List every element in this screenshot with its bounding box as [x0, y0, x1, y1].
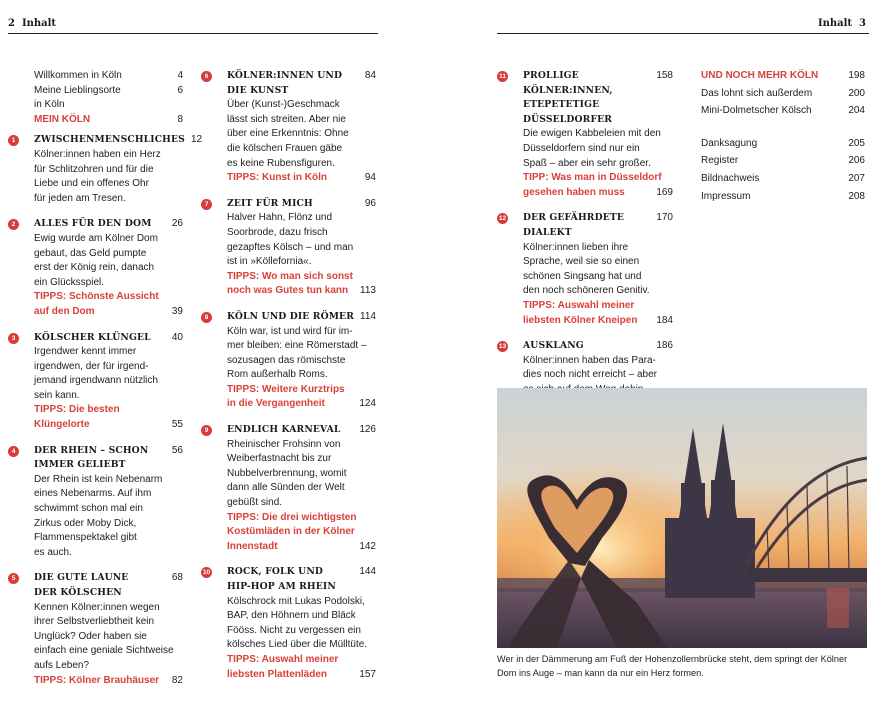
chapter-description-line: Kennen Kölner:innen wegen — [34, 601, 160, 613]
toc-page — [177, 98, 183, 113]
chapter-description-line: gebaut, das Geld pumpte — [34, 247, 147, 259]
chapter-description-line: Köln war, ist und wird für im- — [227, 325, 353, 337]
toc-chapter-entry[interactable] — [204, 197, 376, 299]
chapter-tip[interactable]: TIPPS: Kölner Brauhäuser — [34, 674, 160, 686]
photo-caption: Wer in der Dämmerung am Fuß der Hohenzollernbrücke steht, dem springt der Kölner Dom ins Auge – man kann da nur ein Herz formen. — [497, 654, 848, 678]
chapter-description-line: Rheinischer Frohsinn von — [227, 438, 341, 450]
chapter-title[interactable]: KÖLN UND DIE RÖMER — [227, 310, 354, 322]
chapter-tip[interactable]: Innenstadt — [227, 540, 278, 552]
left-header-rule — [8, 33, 378, 34]
chapter-description-line: Liebe und ein offenes Ohr — [34, 178, 149, 190]
chapter-number-badge: 10 — [202, 569, 211, 577]
chapter-description-line: Kölschrock mit Lukas Podolski, — [227, 595, 365, 607]
chapter-description-line: kölsches Lied über die Mülltüte. — [227, 639, 368, 651]
left-page-number: 2 — [8, 18, 15, 29]
appendix-item[interactable]: Mini-Dolmetscher Kölsch — [701, 105, 812, 117]
chapter-page: 126 — [359, 424, 376, 436]
chapter-description-line: Spaß – aber ein sehr großer. — [523, 157, 651, 169]
chapter-number-badge: 12 — [498, 215, 507, 223]
toc-chapter-entry[interactable] — [204, 423, 376, 554]
tip-page: 113 — [360, 285, 376, 297]
chapter-description-line: Ewig wurde am Kölner Dom — [34, 232, 158, 244]
left-running-header — [8, 18, 56, 29]
right-header-rule — [497, 33, 869, 34]
appendix-heading[interactable]: UND NOCH MEHR KÖLN — [701, 70, 819, 81]
chapter-description-line: ihrer Selbstverliebtheit kein — [34, 616, 155, 628]
chapter-description-line: über eine Erkenntnis: Ohne — [227, 128, 349, 140]
chapter-description-line: ein Glücksspiel. — [34, 276, 105, 288]
right-page-number: 3 — [859, 18, 866, 29]
chapter-number-badge: 4 — [8, 446, 19, 457]
chapter-description-line: Fööss. Nicht zu vergessen ein — [227, 624, 361, 636]
chapter-title[interactable]: ETEPETETIGE DÜSSELDORFER — [523, 99, 613, 125]
toc-column-2 — [202, 69, 376, 693]
chapter-page: 68 — [171, 572, 183, 584]
chapter-number-badge: 1 — [8, 135, 19, 146]
chapter-description-line: Kölner:innen haben ein Herz — [34, 148, 161, 160]
chapter-page: 170 — [656, 212, 673, 224]
chapter-description-line: den noch schöneren Genitiv. — [523, 285, 650, 297]
chapter-page: 40 — [171, 331, 183, 343]
chapter-tip[interactable]: auf den Dom — [34, 305, 95, 317]
chapter-tip[interactable]: TIPPS: Wo man sich sonst — [227, 270, 353, 282]
toc-chapter-entry[interactable] — [499, 69, 673, 200]
right-running-header — [818, 18, 866, 29]
chapter-description-line: aufs Leben? — [34, 659, 90, 671]
toc-section-heading[interactable]: MEIN KÖLN — [34, 113, 91, 125]
tip-page: 94 — [364, 172, 376, 184]
chapter-description-line: Der Rhein ist kein Nebenarm — [34, 473, 163, 485]
chapters-col1 — [11, 127, 203, 688]
chapter-tip[interactable]: gesehen haben muss — [523, 186, 625, 198]
chapter-page: 26 — [171, 218, 183, 230]
chapter-description-line: es auch. — [34, 546, 72, 558]
chapter-tip[interactable]: TIPPS: Auswahl meiner — [227, 653, 339, 665]
chapter-description-line: sein kann. — [34, 389, 80, 401]
chapter-description-line: lässt sich streiten. Aber nie — [227, 113, 346, 125]
chapter-number-badge: 13 — [498, 343, 507, 351]
chapter-tip[interactable]: TIPPS: Weitere Kurztrips — [227, 383, 345, 395]
tip-page: 142 — [359, 540, 376, 552]
toc-chapter-entry[interactable] — [202, 565, 376, 682]
chapter-description-line: die kölschen Frauen gäbe — [227, 142, 343, 154]
toc-column-1 — [11, 69, 203, 699]
chapter-tip[interactable]: TIPPS: Kunst in Köln — [227, 172, 327, 184]
chapter-description-line: es keine Rubensfiguren. — [227, 157, 335, 169]
chapter-description-line: mer bleiben: eine Römerstadt – — [227, 340, 367, 352]
right-header-title: Inhalt — [817, 18, 853, 29]
chapter-tip[interactable]: TIPP: Was man in Düsseldorf — [523, 172, 662, 184]
toc-column-4 — [701, 69, 865, 204]
photo-illustration — [497, 388, 867, 648]
chapter-description-line: für jeden am Tresen. — [34, 192, 126, 204]
toc-page: 208 — [848, 190, 865, 202]
chapter-description-line: BAP, den Höhnern und Bläck — [227, 610, 356, 622]
chapter-title[interactable]: ALLES FÜR DEN DOM — [34, 218, 152, 230]
toc-page: 4 — [177, 70, 183, 81]
chapter-description-line: Weiberfastnacht bis zur — [227, 453, 332, 465]
chapter-number-badge: 8 — [201, 312, 212, 323]
chapter-number-badge: 7 — [201, 199, 212, 210]
chapter-page: 144 — [359, 566, 376, 578]
chapter-description-line: Düsseldorfern sind nur ein — [523, 142, 640, 154]
chapter-description-line: irgendwen, der für irgend- — [34, 360, 149, 372]
chapter-tip[interactable]: liebsten Kölner Kneipen — [523, 314, 638, 326]
chapter-description-line: ist in »Kölleforniа«. — [227, 256, 312, 268]
chapter-description-line: gezapftes Kölsch – und man — [227, 241, 354, 253]
chapter-description-line: Nubbelverbrennung, womit — [227, 467, 347, 479]
tip-page: 124 — [359, 398, 376, 410]
chapter-page: 186 — [656, 340, 673, 352]
chapter-tip[interactable]: TIPPS: Auswahl meiner — [523, 299, 635, 311]
chapter-description-line: Flammenspektakel gibt — [34, 532, 137, 544]
toc-chapter-entry[interactable] — [11, 217, 183, 319]
tip-page: 55 — [171, 419, 183, 431]
tip-page: 184 — [656, 314, 673, 326]
toc-label[interactable]: Meine Lieblingsorte — [34, 84, 121, 96]
toc-intro — [34, 69, 183, 127]
chapter-description-line: schwimmt schon mal ein — [34, 503, 143, 515]
toc-page: 198 — [848, 70, 865, 81]
chapter-title[interactable]: ZWISCHENMENSCHLICHES — [34, 134, 185, 146]
left-header-title: Inhalt — [21, 18, 57, 29]
appendix-item[interactable]: Impressum — [701, 190, 751, 202]
toc-chapter-entry[interactable] — [498, 211, 673, 328]
tip-page: 39 — [171, 305, 183, 317]
chapter-description-line: dies noch nicht erreicht – aber — [523, 369, 657, 381]
chapter-tip[interactable]: TIPPS: Die drei wichtigsten — [227, 511, 357, 523]
chapter-description-line: Die ewigen Kabbeleien mit den — [523, 128, 661, 140]
chapter-title[interactable]: DIE GUTE LAUNE — [34, 572, 129, 584]
chapter-title[interactable]: DIE KUNST — [227, 84, 289, 96]
chapter-description-line: gebüßt sind. — [227, 497, 283, 509]
chapter-description-line: schönen Singsang hat und — [523, 270, 642, 282]
appendix-item[interactable]: Das lohnt sich außerdem — [701, 87, 813, 99]
chapter-page: 114 — [360, 310, 376, 322]
chapter-description-line: Kölner:innen haben das Para- — [523, 354, 656, 366]
toc-chapter-entry[interactable] — [204, 69, 376, 186]
chapter-number-badge: 6 — [201, 71, 212, 82]
chapter-description-line: Kölner:innen lieben ihre — [523, 241, 629, 253]
chapter-page: 158 — [656, 70, 673, 81]
toc-page: 207 — [848, 172, 865, 184]
chapter-description-line: Unglück? Oder haben sie — [34, 630, 147, 642]
chapter-title[interactable]: KÖLNER:INNEN UND — [227, 70, 343, 81]
toc-page: 205 — [848, 137, 865, 149]
chapter-description-line: für Schlitzohren und für die — [34, 163, 154, 175]
appendix-item[interactable]: Register — [701, 155, 739, 167]
toc-column-3 — [498, 69, 673, 423]
toc-chapter-entry[interactable] — [11, 571, 183, 688]
chapter-description-line: Halver Hahn, Flönz und — [227, 212, 333, 224]
chapter-tip[interactable]: TIPPS: Schönste Aussicht — [34, 291, 159, 303]
tip-page: 169 — [656, 186, 673, 198]
chapter-title[interactable]: AUSKLANG — [523, 340, 584, 352]
chapter-description-line: Irgendwer kennt immer — [34, 346, 137, 358]
toc-label[interactable]: Willkommen in Köln — [34, 70, 122, 81]
toc-page: 6 — [177, 84, 183, 96]
tip-page: 157 — [359, 668, 376, 680]
chapters-col2 — [202, 69, 376, 682]
chapter-title[interactable]: DER RHEIN – SCHON — [34, 444, 149, 456]
chapter-description-line: sozusagen das römischste — [227, 354, 346, 366]
chapter-description-line: einfach eine geniale Sichtweise — [34, 645, 174, 657]
chapter-title[interactable]: HIP-HOP AM RHEIN — [227, 581, 336, 592]
chapter-number-badge: 3 — [8, 333, 19, 344]
chapter-description-line: Rom außerhalb Roms. — [227, 369, 328, 381]
chapter-description-line: Zirkus oder Moby Dick, — [34, 517, 137, 529]
chapter-title[interactable]: ROCK, FOLK UND — [227, 566, 323, 578]
tip-page: 82 — [171, 674, 183, 686]
chapter-number-badge: 2 — [8, 219, 19, 230]
chapter-title[interactable]: DER GEFÄHRDETE DIALEKT — [523, 212, 624, 238]
chapter-page: 84 — [364, 70, 376, 81]
appendix-item[interactable]: Danksagung — [701, 137, 758, 149]
chapter-page: 56 — [171, 444, 183, 456]
cologne-cathedral-photo — [497, 388, 867, 648]
chapter-title[interactable]: IMMER GELIEBT — [34, 459, 126, 471]
toc-label[interactable]: in Köln — [34, 99, 65, 111]
chapter-description-line: dann alle Sünden der Welt — [227, 482, 345, 494]
chapter-title[interactable]: PROLLIGE KÖLNER:INNEN, — [523, 70, 613, 96]
chapter-tip[interactable]: liebsten Plattenläden — [227, 668, 328, 680]
chapter-title[interactable]: ZEIT FÜR MICH — [227, 197, 313, 209]
chapter-tip[interactable]: Kostümläden in der Kölner — [227, 526, 355, 538]
chapter-page: 12 — [190, 134, 203, 146]
chapter-number-badge: 5 — [8, 573, 19, 584]
toc-chapter-entry[interactable] — [11, 331, 183, 433]
toc-page: 206 — [848, 155, 865, 167]
chapter-tip[interactable]: TIPPS: Die besten — [34, 404, 120, 416]
chapters-col3 — [498, 69, 673, 412]
chapter-tip[interactable]: in die Vergangenheit — [227, 398, 325, 410]
chapter-description-line: Über (Kunst-)Geschmack — [227, 99, 340, 111]
chapter-page: 96 — [364, 197, 376, 209]
chapter-description-line: eines Nebenarms. Auf ihm — [34, 488, 152, 500]
chapter-number-badge: 9 — [201, 425, 212, 436]
chapter-description-line: erst der König rein, danach — [34, 262, 155, 274]
toc-chapter-entry[interactable] — [11, 444, 183, 561]
chapter-tip[interactable]: noch was Gutes tun kann — [227, 285, 349, 297]
chapter-description-line: Soorbrode, dazu frisch — [227, 226, 328, 238]
chapter-title[interactable]: ENDLICH KARNEVAL — [227, 424, 341, 436]
appendix-item[interactable]: Bildnachweis — [701, 172, 760, 184]
toc-page: 8 — [177, 113, 183, 125]
chapter-number-badge: 11 — [497, 71, 508, 82]
chapter-title[interactable]: DER KÖLSCHEN — [34, 587, 122, 598]
toc-page: 200 — [848, 87, 865, 99]
toc-page: 204 — [848, 105, 865, 117]
toc-chapter-entry[interactable] — [11, 133, 203, 206]
chapter-title[interactable]: KÖLSCHER KLÜNGEL — [34, 331, 151, 343]
chapter-description-line: Sprache, weil sie so einen — [523, 256, 640, 268]
chapter-description-line: jemand irgendwann nützlich — [34, 375, 158, 387]
toc-chapter-entry[interactable] — [204, 310, 376, 412]
chapter-tip[interactable]: Klüngelorte — [34, 419, 90, 431]
